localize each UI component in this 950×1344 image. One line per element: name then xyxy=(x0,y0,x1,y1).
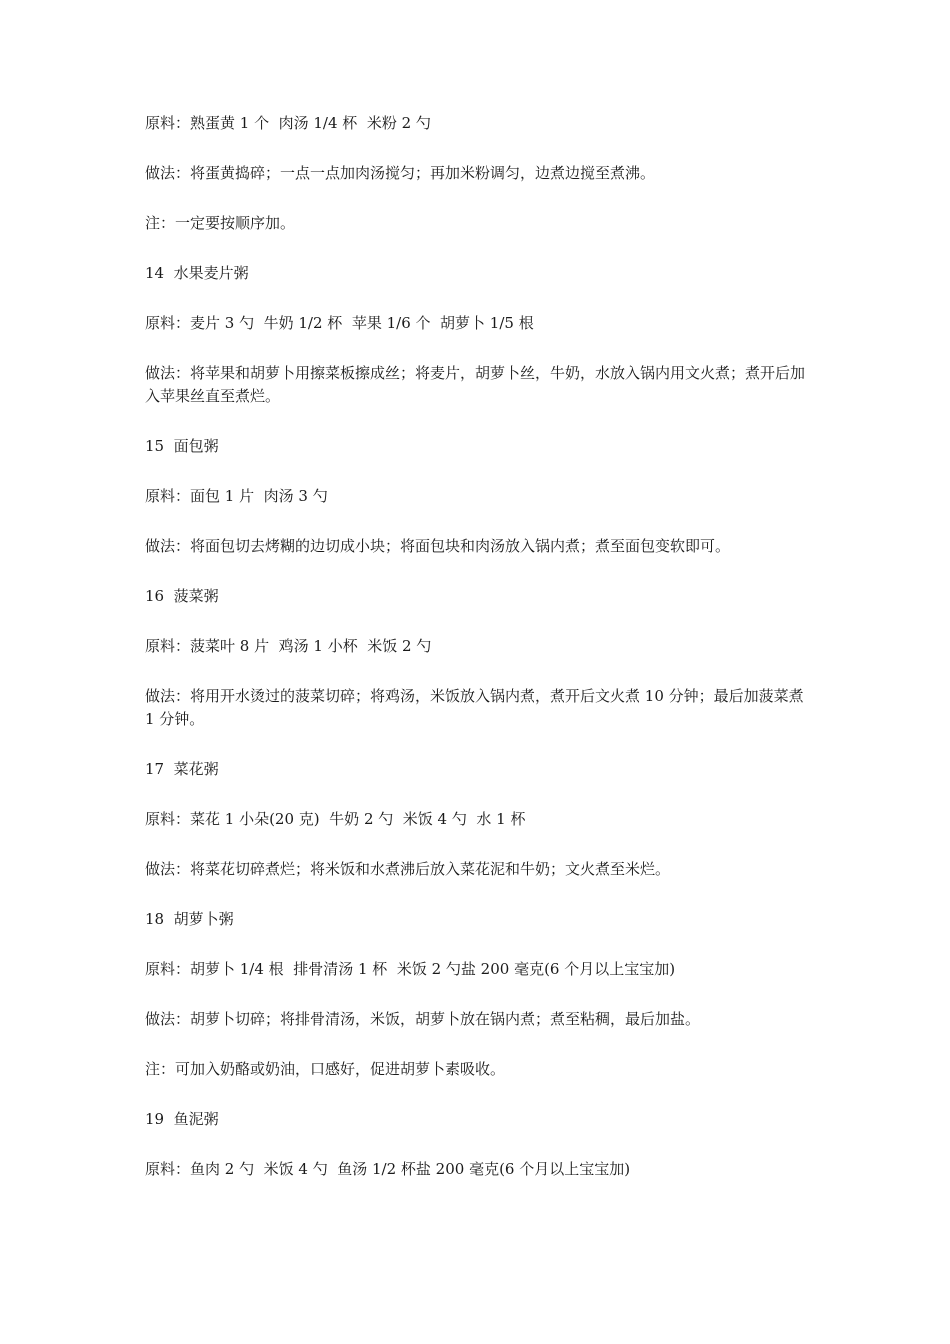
ingredients-line: 原料：鱼肉 2 勺 米饭 4 勺 鱼汤 1/2 杯盐 200 毫克(6 个月以上宝宝加) xyxy=(145,1160,631,1178)
method-line: 做法：将苹果和胡萝卜用擦菜板擦成丝；将麦片，胡萝卜丝，牛奶，水放入锅内用文火煮；煮开后加入苹果丝直至煮烂。 xyxy=(145,364,806,405)
method-line: 做法：将用开水烫过的菠菜切碎；将鸡汤，米饭放入锅内煮，煮开后文火煮 10 分钟；最后加菠菜煮 1 分钟。 xyxy=(145,687,809,728)
method-line: 做法：将面包切去烤糊的边切成小块；将面包块和肉汤放入锅内煮；煮至面包变软即可。 xyxy=(145,537,731,555)
note-line: 注：可加入奶酪或奶油，口感好，促进胡萝卜素吸收。 xyxy=(145,1060,506,1078)
recipe-title-15: 15 面包粥 xyxy=(145,437,219,455)
ingredients-line: 原料：熟蛋黄 1 个 肉汤 1/4 杯 米粉 2 勺 xyxy=(145,114,431,132)
ingredients-line: 原料：面包 1 片 肉汤 3 勺 xyxy=(145,487,328,505)
method-line: 做法：将蛋黄捣碎；一点一点加肉汤搅匀；再加米粉调匀，边煮边搅至煮沸。 xyxy=(145,164,656,182)
method-line: 做法：胡萝卜切碎；将排骨清汤，米饭，胡萝卜放在锅内煮；煮至粘稠，最后加盐。 xyxy=(145,1010,701,1028)
recipe-title-17: 17 菜花粥 xyxy=(145,760,219,778)
ingredients-line: 原料：麦片 3 勺 牛奶 1/2 杯 苹果 1/6 个 胡萝卜 1/5 根 xyxy=(145,314,534,332)
ingredients-line: 原料：菜花 1 小朵(20 克) 牛奶 2 勺 米饭 4 勺 水 1 杯 xyxy=(145,810,526,828)
recipe-title-19: 19 鱼泥粥 xyxy=(145,1110,219,1128)
note-line: 注：一定要按顺序加。 xyxy=(145,214,296,232)
method-line: 做法：将菜花切碎煮烂；将米饭和水煮沸后放入菜花泥和牛奶；文火煮至米烂。 xyxy=(145,860,671,878)
recipe-title-18: 18 胡萝卜粥 xyxy=(145,910,234,928)
recipe-title-14: 14 水果麦片粥 xyxy=(145,264,249,282)
ingredients-line: 原料：胡萝卜 1/4 根 排骨清汤 1 杯 米饭 2 勺盐 200 毫克(6 个月以上宝宝加) xyxy=(145,960,676,978)
recipe-title-16: 16 菠菜粥 xyxy=(145,587,219,605)
ingredients-line: 原料：菠菜叶 8 片 鸡汤 1 小杯 米饭 2 勺 xyxy=(145,637,432,655)
document-page xyxy=(145,112,815,1208)
